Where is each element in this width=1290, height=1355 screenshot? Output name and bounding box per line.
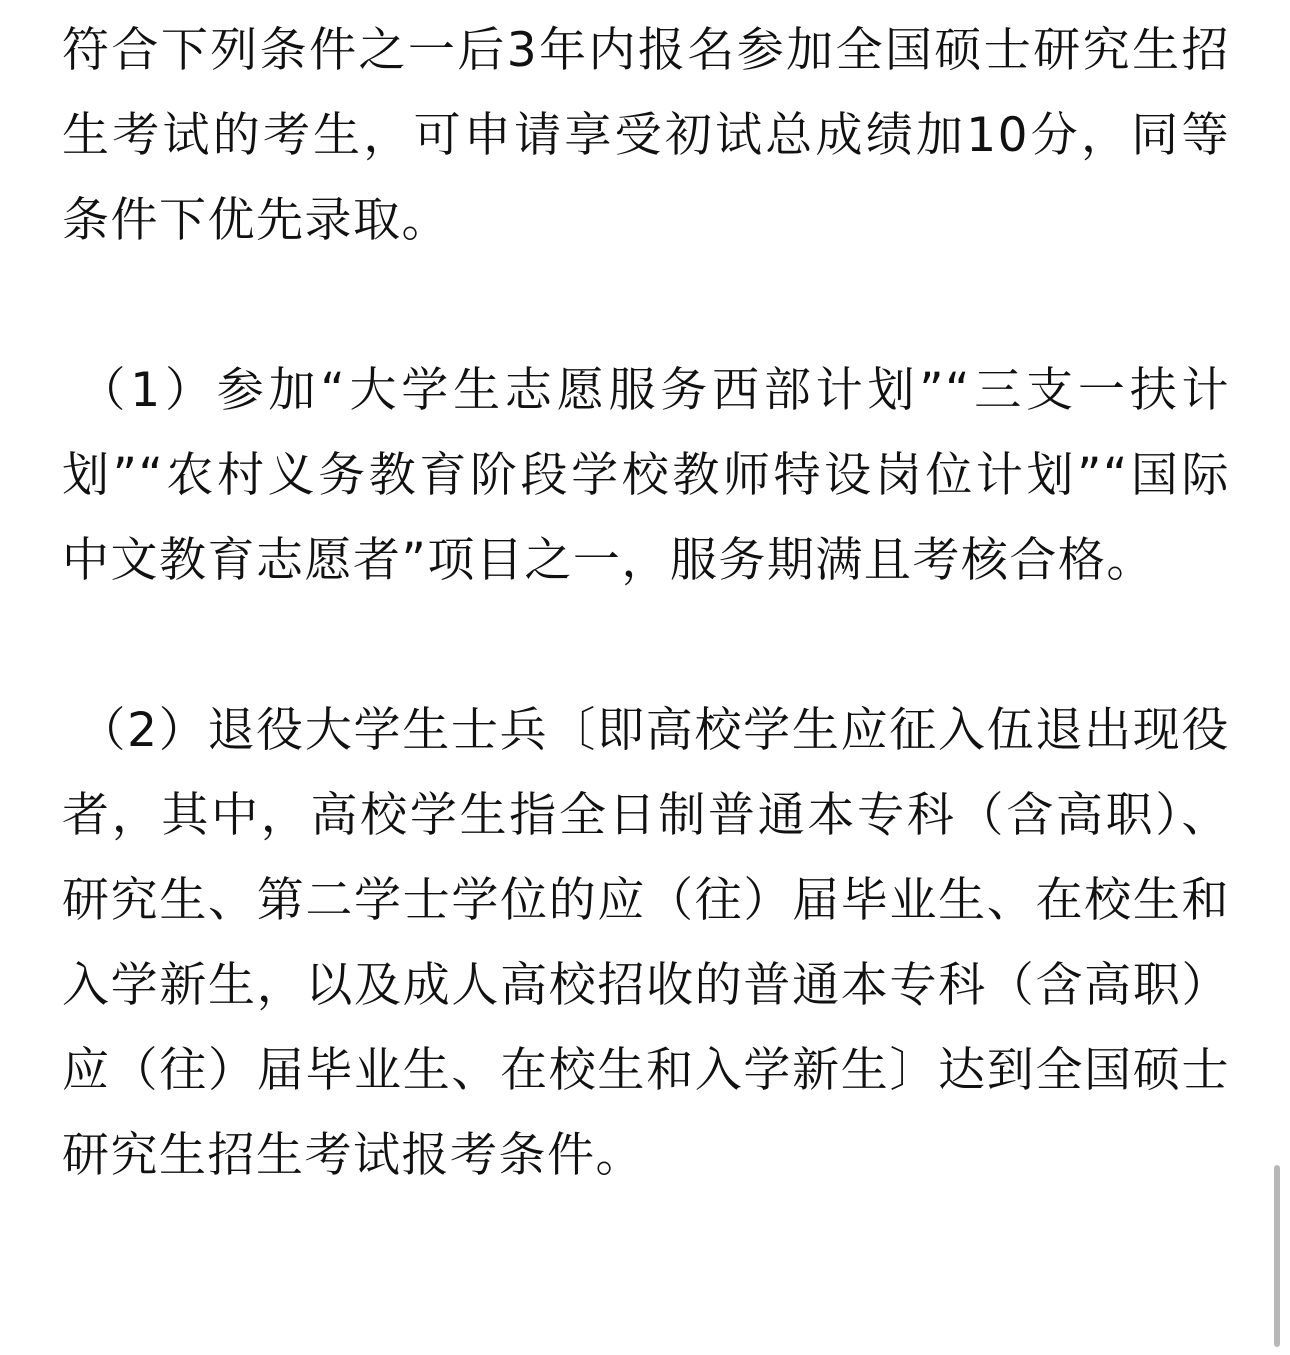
- condition-1-paragraph: （1）参加“大学生志愿服务西部计划”“三支一扶计划”“农村义务教育阶段学校教师特设岗位计划”“国际中文教育志愿者”项目之一，服务期满且考核合格。: [62, 363, 1230, 588]
- article-body: [62, 8, 1230, 1198]
- vertical-scrollbar[interactable]: [1274, 1165, 1280, 1347]
- condition-2-paragraph: （2）退役大学生士兵〔即高校学生应征入伍退出现役者，其中，高校学生指全日制普通本专科（含高职）、研究生、第二学士学位的应（往）届毕业生、在校生和入学新生，以及成人高校招收的普通本专科（含高职）应（往）届毕业生、在校生和入学新生〕达到全国硕士研究生招生考试报考条件。: [62, 703, 1230, 1183]
- intro-paragraph: 符合下列条件之一后3年内报名参加全国硕士研究生招生考试的考生，可申请享受初试总成绩加10分，同等条件下优先录取。: [62, 23, 1230, 248]
